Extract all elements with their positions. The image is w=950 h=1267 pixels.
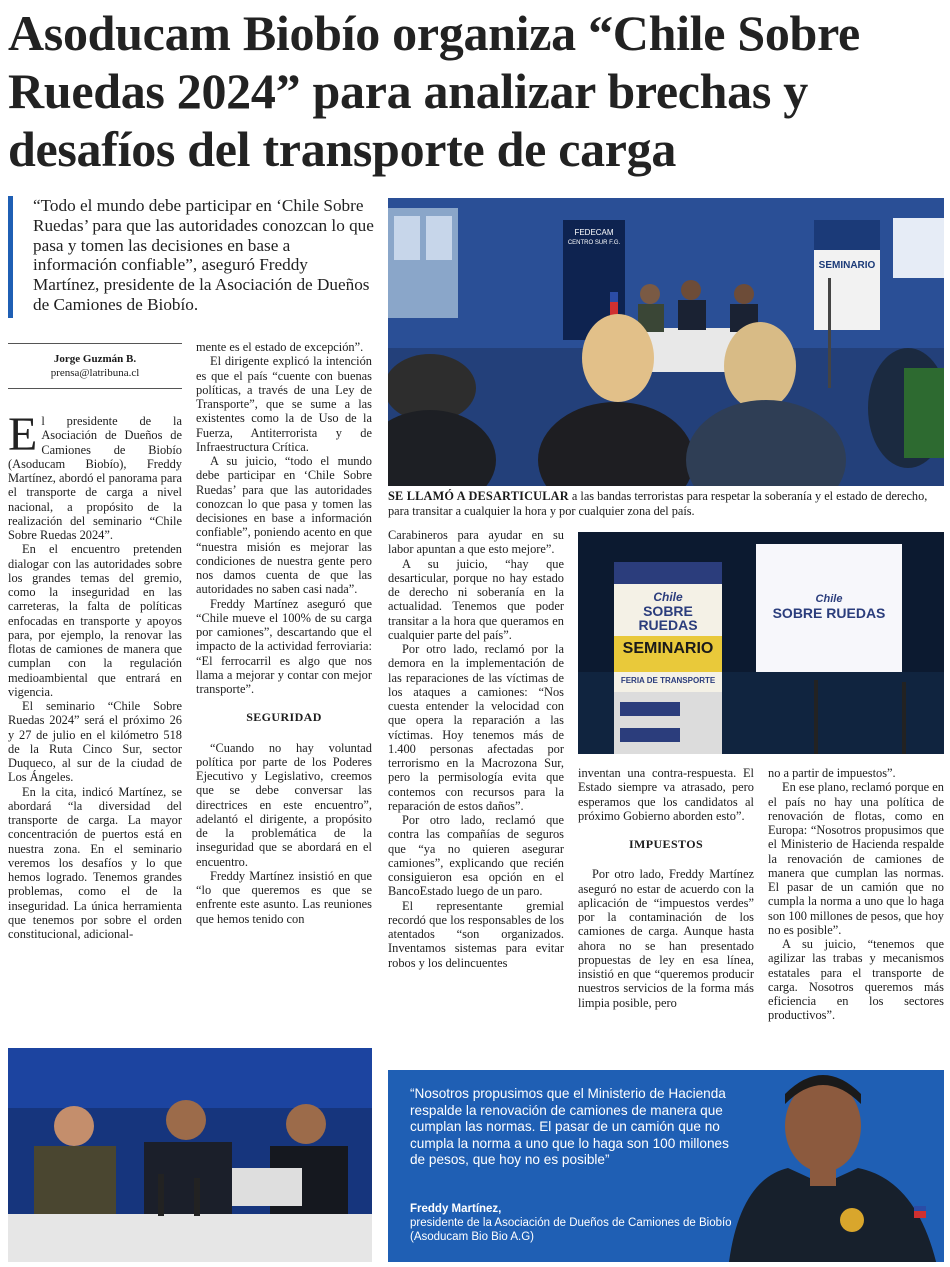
article-paragraph: A su juicio, “todo el mundo debe participar en ‘Chile Sobre Ruedas’ para que las autoridades conozcan lo que pasa y tomen las decisiones en base a información confiable”, poniendo acento en que “nuestra misión es mejorar las condiciones de nuestra gente pero nos damos cuenta de que las autoridades no saben casi nada”.	[196, 454, 372, 597]
article-column-2	[196, 340, 372, 1026]
article-paragraph: El representante gremial recordó que los responsables de los atentados “son organizados. Inventamos sistemas para evitar robos y los delincuentes	[388, 898, 564, 970]
banner-brand-line1: Chile	[653, 590, 683, 604]
article-column-1	[8, 414, 182, 1026]
banner-sub: CENTRO SUR F.G.	[567, 240, 621, 246]
panel-table-illustration	[8, 1048, 372, 1262]
byline	[8, 343, 182, 389]
banner-subtitle: FERIA DE TRANSPORTE	[620, 676, 716, 685]
seminario-banner-photo	[578, 532, 944, 754]
article-paragraph: inventan una contra-respuesta. El Estado siempre va atrasado, pero esperamos que los candidatos al próximo Gobierno aborden esto”.	[578, 766, 754, 823]
article-paragraph: El seminario “Chile Sobre Ruedas 2024” será el próximo 26 y 27 de julio en el kilómetro 518 de la Ruta Cinco Sur, sector Duqueco, al sur de la ciudad de Los Ángeles.	[8, 699, 182, 785]
article-paragraph: El dirigente explicó la intención es que el país “cuente con buenas políticas, a través de una Ley de Transporte”, que se sume a las existentes como la de Uso de la Fuerza, Antiterrorista y de Infraestructura Crítica.	[196, 354, 372, 454]
pull-quote-text: “Todo el mundo debe participar en ‘Chile Sobre Ruedas’ para que las autoridades conozcan lo que pasa y tomen las decisiones en base a información confiable”, aseguró Freddy Martínez, presidente de la Asociación de Dueños de Camiones de Biobío.	[33, 196, 374, 314]
headline-part3: para analizar brechas y desafíos del transporte de carga	[8, 63, 808, 177]
article-paragraph: A su juicio, “hay que desarticular, porque no hay estado de derecho ni soberanía en la actualidad. Tenemos que poder transitar a la hora que queramos en cualquier parte del país”.	[388, 556, 564, 642]
article-paragraph: Por otro lado, reclamó que contra las compañías de seguros que “ya no quieren asegurar camiones”, explicando que recién consiguieron esa opción en el BancoEstado luego de un paro.	[388, 813, 564, 899]
article-paragraph: “Cuando no hay voluntad política por parte de los Poderes Ejecutivo y Legislativo, creemos que se debe conversar las directrices en este encuentro”, adelantó el dirigente, a propósito de la problemática de la inseguridad que se abordará en el encuentro.	[196, 740, 372, 869]
article-paragraph: Freddy Martínez insistió en que “lo que queremos es que se enfrente este asunto. Las reuniones que hemos tenido con	[196, 868, 372, 926]
section-heading-impuestos: IMPUESTOS	[628, 837, 704, 851]
article-paragraph: En el encuentro pretenden dialogar con las autoridades sobre los grandes temas del gremio, como la inseguridad en las carreteras, la falta de políticas enfocadas en transporte y apoyos para, por ejemplo, la renovar las flotas de camiones de manera que cumplan con la regulación medioambiental que entrará en vigencia.	[8, 542, 182, 699]
screen-brand-line1: Chile	[815, 593, 843, 605]
freddy-martinez-portrait	[718, 1070, 944, 1262]
caption-text: a las bandas terroristas para respetar la soberanía y el estado de derecho, para transitar a cualquier la hora y por cualquier zona del país.	[388, 489, 928, 518]
article-column-4	[578, 766, 754, 1034]
headline-part1: Asoducam Biobío organiza	[8, 5, 589, 61]
pull-quote	[8, 196, 378, 318]
article-paragraph: En la cita, indicó Martínez, se abordará “la diversidad del transporte de carga. La mayor concentración de puertos está en nuestra zona. En el seminario veremos los desafíos y lo que hemos logrado. Tenemos grandes problemas, como el de la inseguridad. La única herramienta que tenemos por sobre el orden constitucional, adicional-	[8, 784, 182, 941]
banner-brand-line2: SOBRE RUEDAS	[638, 603, 698, 633]
article-paragraph: Carabineros para ayudar en su labor apuntan a que esto mejore”.	[388, 528, 564, 557]
headline-event-name: “Chile Sobre Ruedas 2024”	[8, 5, 860, 119]
headline	[8, 4, 943, 178]
section-heading-seguridad: SEGURIDAD	[246, 710, 322, 725]
drop-cap: E	[8, 414, 38, 461]
byline-email: prensa@latribuna.cl	[50, 367, 140, 379]
article-paragraph: Freddy Martínez aseguró que “Chile mueve el 100% de su carga por camiones”, descartando que el impacto de la actividad ferroviaria: “El ferrocarril es algo que nos llama a mejorar y contar con mejor transporte”.	[196, 596, 372, 696]
article-paragraph: Por otro lado, reclamó por la demora en la implementación de las reparaciones de las víctimas de los ataques a camiones: “Nos cuesta entender la velocidad con que opera la reparación a las víctimas. Hoy tenemos más de 1.400 personas afectadas por terrorismo en la Macrozona Sur, pero la permisología evita que contemos con recursos para la reparación de estos daños”.	[388, 642, 564, 813]
article-paragraph: En ese plano, reclamó porque en el país no hay una política de renovación de flotas, como en Europa: “Nosotros propusimos que el Ministerio de Hacienda respalde la renovación de camiones de manera que cumplan las normas. El pasar de un camión que no cumpla la norma a uno que lo haga son 100 millones de pesos, que hoy no es posible”.	[768, 780, 944, 937]
press-conference-illustration	[388, 198, 944, 486]
screen-brand-line2: SOBRE RUEDAS	[772, 605, 886, 621]
article-paragraph: mente es el estado de excepción”.	[196, 340, 364, 354]
quote-box	[388, 1070, 944, 1262]
article-column-5	[768, 766, 944, 1034]
quote-name: Freddy Martínez,	[410, 1203, 502, 1215]
quote-box-text: “Nosotros propusimos que el Ministerio de Hacienda respalde la renovación de camiones de manera que cumplan las normas. El pasar de un camión que no cumpla la norma a uno que lo haga son 100 millones de pesos, que hoy no es posible”	[410, 1086, 729, 1168]
fedecam-banner-text	[564, 228, 624, 248]
photo-caption	[388, 489, 944, 519]
seminario-banner-text: SEMINARIO	[818, 260, 876, 271]
article-paragraph	[8, 414, 182, 542]
press-conference-photo	[388, 198, 944, 486]
article-paragraph: no a partir de impuestos”.	[768, 766, 896, 780]
article-paragraph: A su juicio, “tenemos que agilizar las trabas y mecanismos estatales para el transporte de carga. Nosotros queremos más eficiencia en los sectores productivos”.	[768, 937, 944, 1023]
banner-title: SEMINARIO	[622, 640, 714, 657]
byline-author: Jorge Guzmán B.	[53, 353, 137, 365]
paragraph-text: l presidente de la Asociación de Dueños de Camiones de Biobío (Asoducam Biobío), Freddy Martínez, abordó el panorama para el transporte de carga a nivel nacional, a propósito de la realización del seminario “Chile Sobre Ruedas 2024”.	[8, 414, 182, 542]
banner-brand	[614, 590, 722, 632]
article-paragraph: Por otro lado, Freddy Martínez aseguró no estar de acuerdo con la aplicación de “impuestos verdes” por la contaminación de los camiones de carga. Aunque hasta ahora no se han presentado propuestas de ley en esa línea, insistió en que “queremos producir nuestros servicios de la forma más limpia posible, pero	[578, 867, 754, 1010]
article-column-3	[388, 528, 564, 1026]
panel-table-photo	[8, 1048, 372, 1262]
caption-bold: SE LLAMÓ A DESARTICULAR	[388, 489, 569, 503]
quote-role: presidente de la Asociación de Dueños de Camiones de Biobío (Asoducam Bio Bio A.G)	[410, 1217, 732, 1243]
screen-brand	[756, 592, 902, 620]
quote-attribution	[410, 1202, 740, 1244]
banner-org: FEDECAM	[574, 228, 614, 237]
